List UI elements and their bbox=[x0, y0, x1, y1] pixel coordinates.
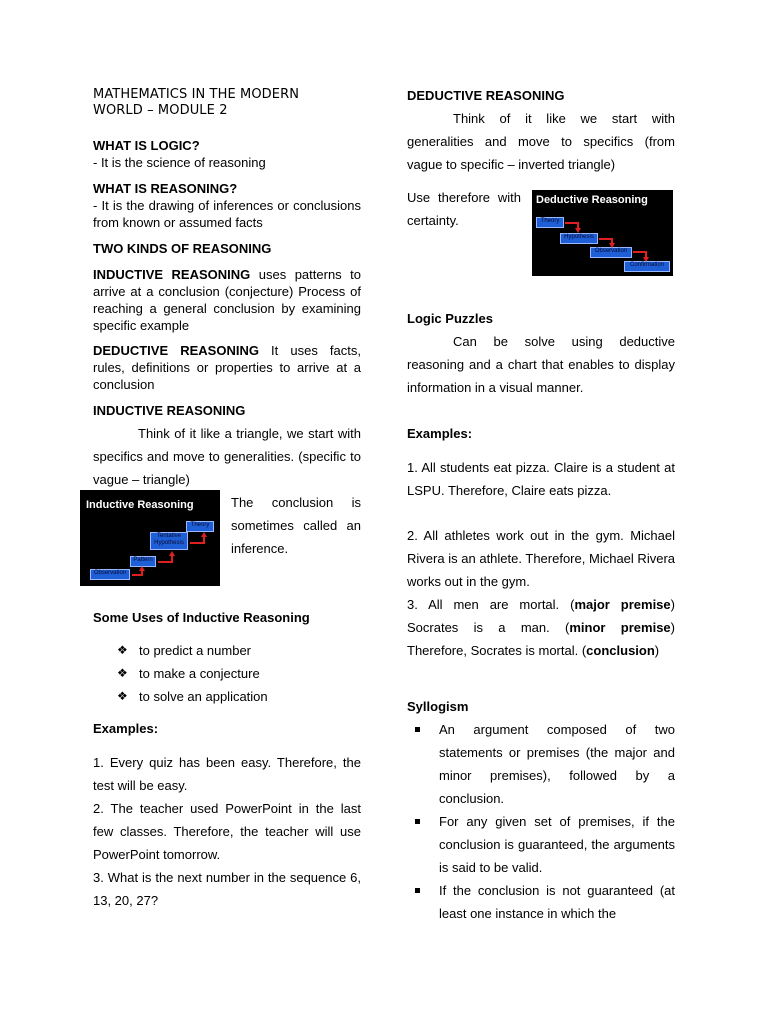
what-is-logic-heading: WHAT IS LOGIC? bbox=[93, 138, 200, 153]
theory-box: Theory bbox=[186, 521, 214, 532]
deductive-term: DEDUCTIVE REASONING bbox=[93, 343, 259, 358]
list-item bbox=[93, 662, 361, 685]
observation-box: Observation bbox=[90, 569, 130, 580]
example-3-part-a: 3. All men are mortal. ( bbox=[407, 597, 575, 612]
logic-puzzles-paragraph: Can be solve using deductive reasoning and a chart that enables to display information in a visual manner. bbox=[407, 334, 675, 395]
major-premise-label: major premise bbox=[574, 597, 671, 612]
list-item bbox=[93, 685, 361, 708]
example-3-part-d: ) bbox=[654, 643, 660, 658]
square-bullet-icon bbox=[415, 727, 420, 732]
pattern-box: Pattern bbox=[130, 556, 156, 567]
observation-box: Observation bbox=[590, 247, 632, 258]
left-examples-heading: Examples: bbox=[93, 721, 159, 736]
syllogism-item-text: If the conclusion is not guaranteed (at least one instance in which the bbox=[439, 883, 675, 921]
syllogism-list bbox=[407, 718, 675, 925]
arrow-head-icon bbox=[201, 532, 207, 537]
right-example-2: 2. All athletes work out in the gym. Michael Rivera is an athlete. Therefore, Michael Rivera works out in the gym. bbox=[407, 528, 675, 589]
example-3-part-c: ) Therefore, Socrates is mortal. ( bbox=[407, 620, 675, 658]
left-example-1: 1. Every quiz has been easy. Therefore, the test will be easy. bbox=[93, 755, 361, 793]
arrow-head-icon bbox=[139, 566, 145, 571]
inductive-reasoning-diagram bbox=[80, 490, 220, 586]
diamond-bullet-icon: ❖ bbox=[117, 643, 128, 657]
tentative-hypothesis-box: Tentative Hypothesis bbox=[150, 532, 188, 550]
deductive-diagram-title: Deductive Reasoning bbox=[536, 194, 648, 206]
syllogism-item-text: An argument composed of two statements or premises (the major and minor premises), followed by a conclusion. bbox=[439, 722, 675, 806]
inductive-definition bbox=[93, 266, 361, 334]
inductive-arrows bbox=[80, 490, 220, 586]
diamond-bullet-icon: ❖ bbox=[117, 689, 128, 703]
two-kinds-heading: TWO KINDS OF REASONING bbox=[93, 241, 272, 256]
deductive-arrows bbox=[532, 190, 673, 276]
deductive-reasoning-heading: DEDUCTIVE REASONING bbox=[407, 88, 565, 103]
list-item bbox=[407, 718, 675, 810]
arrow-head-icon bbox=[169, 551, 175, 556]
left-example-2: 2. The teacher used PowerPoint in the last few classes. Therefore, the teacher will use PowerPoint tomorrow. bbox=[93, 801, 361, 862]
hypothesis-box: Hypothesis bbox=[560, 233, 598, 244]
right-example-3 bbox=[407, 593, 675, 662]
inductive-reasoning-heading: INDUCTIVE REASONING bbox=[93, 403, 246, 418]
inductive-term: INDUCTIVE REASONING bbox=[93, 267, 251, 282]
use-item-text: to predict a number bbox=[139, 643, 252, 658]
right-examples-heading: Examples: bbox=[407, 426, 473, 441]
left-example-3: 3. What is the next number in the sequence 6, 13, 20, 27? bbox=[93, 870, 361, 908]
example-3-part-b: ) Socrates is a man. ( bbox=[407, 597, 675, 635]
inductive-diagram-title: Inductive Reasoning bbox=[86, 499, 194, 511]
list-item bbox=[407, 879, 675, 925]
theory-box: Theory bbox=[536, 217, 564, 228]
deductive-description: It uses facts, rules, definitions or properties to arrive at a conclusion bbox=[93, 343, 361, 392]
logic-puzzles-heading: Logic Puzzles bbox=[407, 311, 493, 326]
logic-definition: - It is the science of reasoning bbox=[93, 155, 266, 170]
arrow-head-icon bbox=[575, 228, 581, 233]
minor-premise-label: minor premise bbox=[569, 620, 671, 635]
use-therefore-text: Use therefore with certainty. bbox=[407, 190, 521, 228]
reasoning-definition: - It is the drawing of inferences or conclusions from known or assumed facts bbox=[93, 198, 361, 230]
inductive-paragraph: Think of it like a triangle, we start with specifics and move to generalities. (specific to vague – triangle) bbox=[93, 426, 361, 487]
uses-heading: Some Uses of Inductive Reasoning bbox=[93, 610, 310, 625]
conclusion-label: conclusion bbox=[586, 643, 655, 658]
list-item bbox=[407, 810, 675, 879]
arrow-head-icon bbox=[609, 243, 615, 248]
square-bullet-icon bbox=[415, 819, 420, 824]
confirmation-box: Confirmation bbox=[624, 261, 670, 272]
diamond-bullet-icon: ❖ bbox=[117, 666, 128, 680]
use-item-text: to make a conjecture bbox=[139, 666, 260, 681]
deductive-definition bbox=[93, 342, 361, 393]
what-is-reasoning-heading: WHAT IS REASONING? bbox=[93, 181, 238, 196]
conclusion-inference-text: The conclusion is sometimes called an inference. bbox=[231, 495, 361, 556]
syllogism-heading: Syllogism bbox=[407, 699, 469, 714]
module-title-line-1: MATHEMATICS IN THE MODERN bbox=[93, 87, 300, 102]
deductive-paragraph: Think of it like we start with generalities and move to specifics (from vague to specific – inverted triangle) bbox=[407, 111, 675, 172]
square-bullet-icon bbox=[415, 888, 420, 893]
deductive-reasoning-diagram bbox=[532, 190, 673, 276]
module-title bbox=[93, 87, 361, 119]
uses-list bbox=[93, 639, 361, 708]
module-title-line-2: WORLD – MODULE 2 bbox=[93, 103, 228, 118]
arrow-head-icon bbox=[643, 257, 649, 262]
inductive-description: uses patterns to arrive at a conclusion (conjecture) Process of reaching a general conclusion by examining specific example bbox=[93, 267, 361, 333]
use-item-text: to solve an application bbox=[139, 689, 268, 704]
syllogism-item-text: For any given set of premises, if the conclusion is guaranteed, the arguments is said to be valid. bbox=[439, 814, 675, 875]
list-item bbox=[93, 639, 361, 662]
right-example-1: 1. All students eat pizza. Claire is a student at LSPU. Therefore, Claire eats pizza. bbox=[407, 460, 675, 498]
